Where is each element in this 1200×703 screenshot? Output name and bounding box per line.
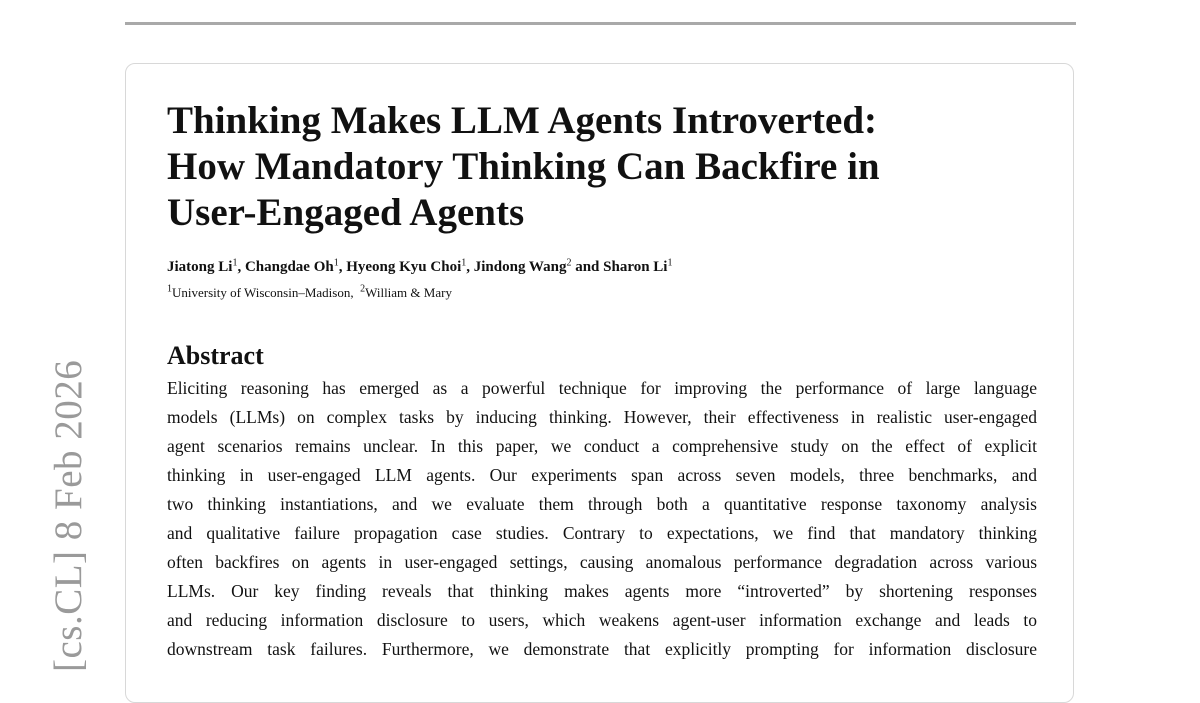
title-line: User-Engaged Agents	[167, 191, 525, 234]
affiliation-name: William & Mary	[365, 285, 452, 300]
title-line: How Mandatory Thinking Can Backfire in	[167, 145, 880, 188]
abstract-line: and reducing information disclosure to users, which weakens agent-user information exchange and leads to	[167, 610, 1037, 630]
abstract-line: often backfires on agents in user-engaged settings, causing anomalous performance degradation across various	[167, 552, 1037, 572]
affiliation-mark: 2	[360, 283, 366, 295]
abstract-line: downstream task failures. Furthermore, we demonstrate that explicitly prompting for information disclosure	[167, 639, 1037, 659]
abstract-line: and qualitative failure propagation case studies. Contrary to expectations, we find that mandatory thinking	[167, 523, 1037, 543]
author-separator: and	[571, 259, 604, 275]
author-affiliation-mark: 2	[566, 257, 572, 269]
abstract-heading: Abstract	[167, 341, 264, 370]
affiliation-list	[167, 284, 452, 302]
arxiv-sidebar-stamp: [cs.CL] 8 Feb 2026	[47, 359, 90, 672]
abstract-line: models (LLMs) on complex tasks by inducing thinking. However, their effectiveness in realistic user-engaged	[167, 407, 1037, 427]
author-name: Changdae Oh	[244, 259, 334, 275]
author-affiliation-mark: 1	[333, 257, 339, 269]
abstract-line: two thinking instantiations, and we evaluate them through both a quantitative response taxonomy analysis	[167, 494, 1037, 514]
abstract-line: thinking in user-engaged LLM agents. Our experiments span across seven models, three benchmarks, and	[167, 465, 1037, 485]
header-rule	[125, 22, 1076, 25]
author-affiliation-mark: 1	[232, 257, 238, 269]
paper-page	[125, 63, 1074, 703]
author-separator: ,	[338, 259, 347, 275]
author-affiliation-mark: 1	[667, 257, 673, 269]
abstract-line: Eliciting reasoning has emerged as a powerful technique for improving the performance of large language	[167, 378, 1037, 398]
author-separator: ,	[237, 259, 245, 275]
author-name: Hyeong Kyu Choi	[346, 259, 462, 275]
abstract-line: LLMs. Our key finding reveals that thinking makes agents more “introverted” by shortening responses	[167, 581, 1037, 601]
abstract-body	[167, 374, 1037, 664]
affiliation-name: University of Wisconsin–Madison	[172, 285, 351, 300]
author-name: Jiatong Li	[167, 259, 233, 275]
affiliation-mark: 1	[167, 283, 172, 295]
author-affiliation-mark: 1	[461, 257, 467, 269]
author-list	[167, 257, 672, 277]
author-name: Jindong Wang	[473, 259, 567, 275]
abstract-line: agent scenarios remains unclear. In this paper, we conduct a comprehensive study on the effect of explicit	[167, 436, 1037, 456]
paper-title	[167, 98, 1007, 236]
affiliation-separator: ,	[350, 285, 361, 300]
title-line: Thinking Makes LLM Agents Introverted:	[167, 99, 877, 142]
author-name: Sharon Li	[603, 259, 668, 275]
author-separator: ,	[466, 259, 474, 275]
